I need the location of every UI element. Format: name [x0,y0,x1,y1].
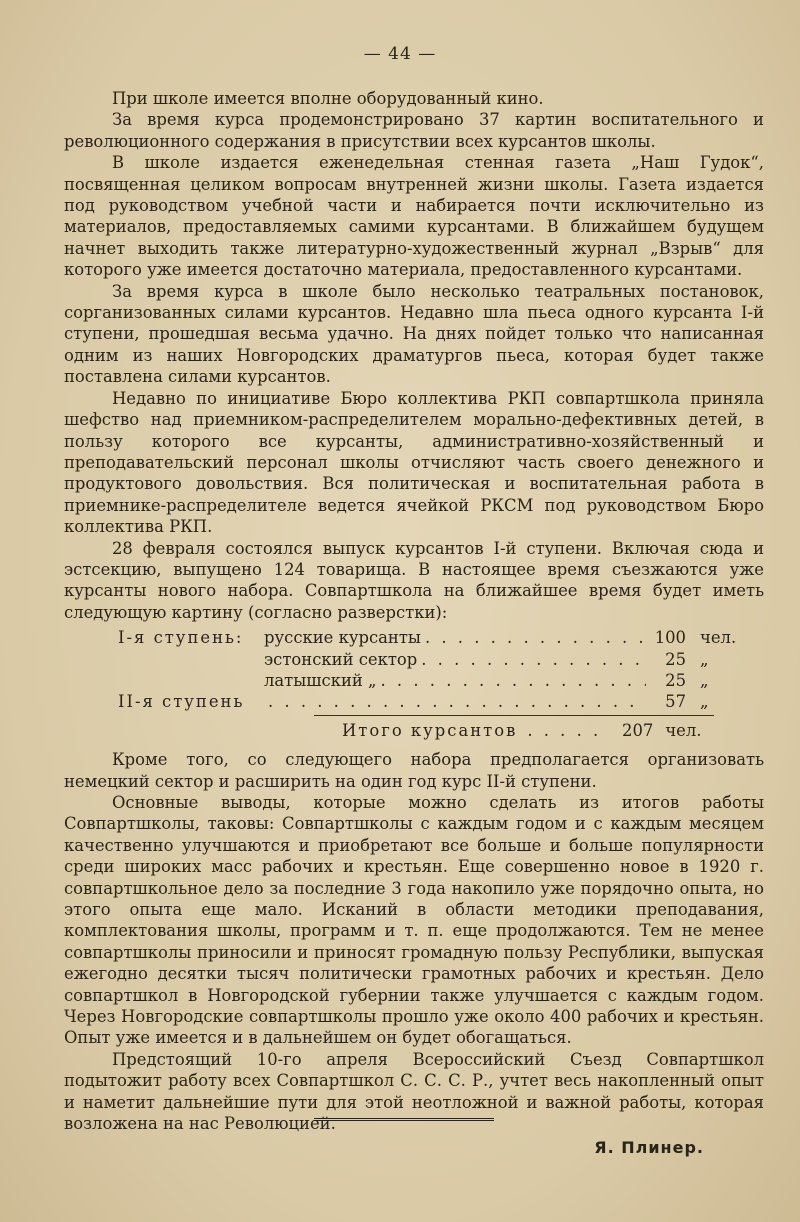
sum-rule [314,715,714,716]
table-row [64,670,764,691]
row-unit: чел. [700,628,737,648]
enrollment-table [64,627,764,741]
row-value: 100 [654,628,686,648]
paragraph: При школе имеется вполне оборудованный кино. [112,89,544,108]
row-unit: „ [700,692,709,712]
paragraph: Недавно по инициативе Бюро коллектива РКП совпартшкола приняла шефство над приемником-распределителем морально-дефективных детей, в пользу которого все курсанты, административно-хозяйственный и преподавательский персонал школы отчисляют часть своего денежного и продуктового довольствия. Вся политическая и воспитательная работа в приемнике-распределителе ведется ячейкой РКСМ под руководством Бюро коллектива РКП. [64,388,764,537]
table-row [64,627,764,648]
leader-dots [264,691,646,712]
row-value: 25 [665,670,686,690]
paragraph: Основные выводы, которые можно сделать из итогов работы Совпартшколы, таковы: Совпартшколы с каждым годом и с каждым месяцем качественно улучшаются и приобретают все больше и больше популярности среди широких масс рабочих и крестьян. Еще совершенно новое в 1920 г. совпартшкольное дело за последние 3 года накопило уже порядочно опыта, но этого опыта еще мало. Исканий в области методики преподавания, комплектования школы, программ и т. п. еще продолжаются. Тем не менее совпартшколы приносили и приносят громадную пользу Республики, выпуская ежегодно десятки тысяч политически грамотных рабочих и крестьян. Дело совпартшкол в Новгородской губернии также улучшается с каждым годом. Через Новгородские совпартшколы прошло уже около 400 рабочих и крестьян. Опыт уже имеется и в дальнейшем он будет обогащаться. [64,793,764,1048]
leader-dots [417,649,646,670]
end-rule [314,1118,494,1124]
total-unit: чел. [665,720,702,740]
leader-dots [421,627,646,648]
leader-dots [377,670,646,691]
page-body [64,88,764,1158]
row-label: латышский „ [264,670,377,690]
row-label: эстонский сектор [264,649,418,669]
total-value: 207 [622,720,654,740]
paragraph: 28 февраля состоялся выпуск курсантов I-й ступени. Включая сюда и эстсекцию, выпущено 124 товарища. В настоящее время съезжаются уже курсанты нового набора. Совпартшкола на ближайшее время будет иметь следующую картину (согласно разверстки): [64,538,764,622]
author-signature: Я. Плинер. [594,1137,704,1157]
paragraph: За время курса в школе было несколько театральных постановок, сорганизованных силами курсантов. Недавно шла пьеса одного курсанта I-й ступени, прошедшая весьма удачно. На днях пойдет только что написанная одним из наших Новгородских драматургов пьеса, которая будет также поставлена силами курсантов. [64,281,764,387]
paragraph: Кроме того, со следующего набора предполагается организовать немецкий сектор и расширить на один год курс II-й ступени. [64,750,764,791]
paragraph: За время курса продемонстрировано 37 картин воспитательного и революционного содержания в присутствии всех курсантов школы. [64,110,764,151]
stage-label: II-я ступень [118,692,245,712]
total-label: Итого курсантов [342,720,518,740]
paragraph: Предстоящий 10-го апреля Всероссийский Съезд Совпартшкол подытожит работу всех Совпартшкол С. С. С. Р., учтет весь накопленный опыт и наметит дальнейшие пути для этой неотложной и важной работы, которая возложена на нас Революцией. [64,1049,764,1134]
leader-dots [517,720,607,741]
row-label: русские курсанты [264,628,421,648]
row-value: 25 [665,649,686,669]
page-number: — 44 — [363,44,437,64]
stage-label: I-я ступень: [118,628,244,648]
table-row [64,691,764,712]
paragraph: В школе издается еженедельная стенная газета „Наш Гудок“, посвященная целиком вопросам внутренней жизни школы. Газета издается под руководством учебной части и набирается почти исключительно из материалов, предоставляемых самими курсантами. В ближайшем будущем начнет выходить также литературно-художественный журнал „Взрыв“ для которого уже имеется достаточно материала, предоставленного курсантами. [64,153,764,280]
total-row [64,720,764,741]
row-unit: „ [700,649,709,669]
row-value: 57 [665,692,686,712]
row-unit: „ [700,670,709,690]
table-row [64,649,764,670]
